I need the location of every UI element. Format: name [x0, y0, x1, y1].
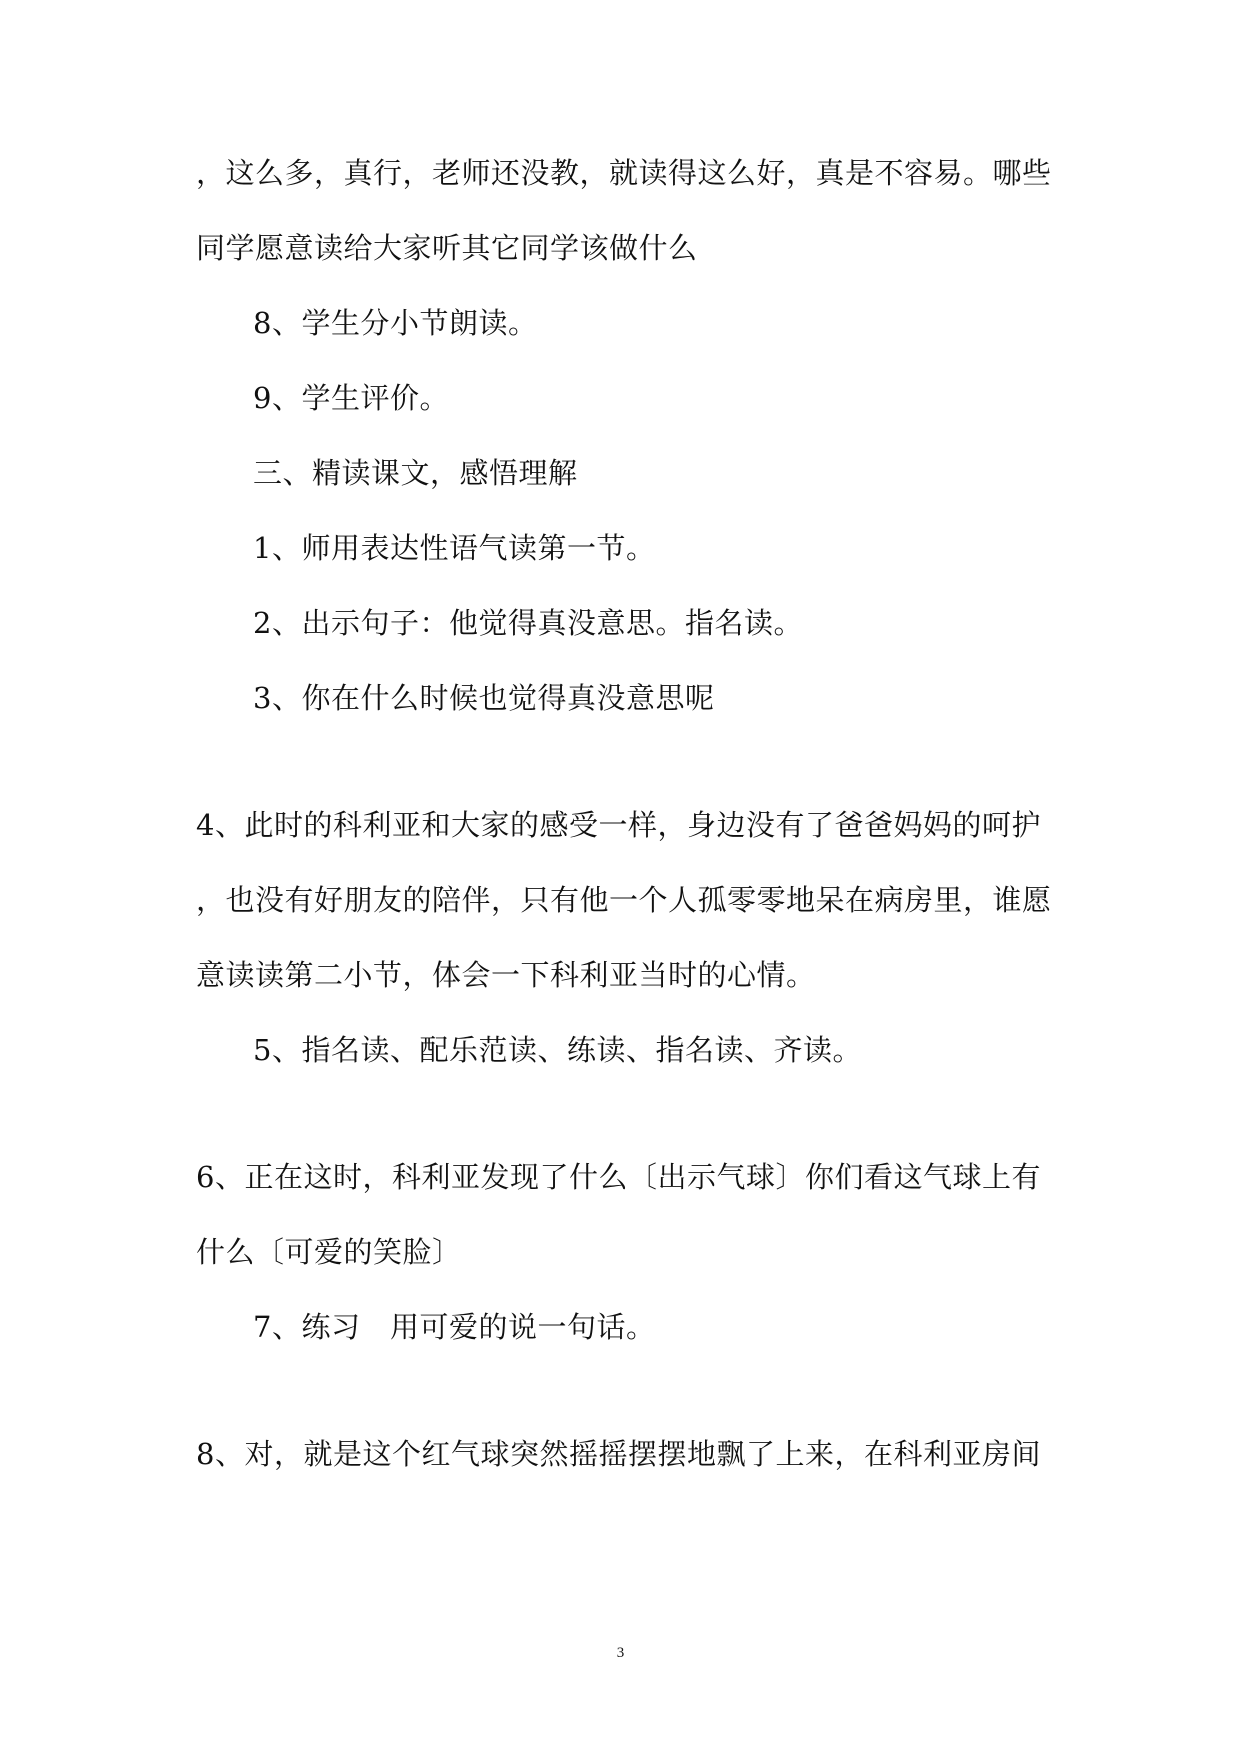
text-line: 意读读第二小节，体会一下科利亚当时的心情。 [196, 958, 816, 992]
text-line: ，也没有好朋友的陪伴，只有他一个人孤零零地呆在病房里，谁愿 [196, 883, 1052, 917]
text-line: ，这么多，真行，老师还没教，就读得这么好，真是不容易。哪些 [196, 156, 1052, 190]
section-heading: 三、精读课文，感悟理解 [253, 456, 578, 490]
page-number: 3 [616, 1645, 625, 1661]
list-item: 3、你在什么时候也觉得真没意思呢 [253, 681, 715, 715]
list-item: 5、指名读、配乐范读、练读、指名读、齐读。 [253, 1033, 862, 1067]
list-item: 9、学生评价。 [253, 381, 449, 415]
text-line: 同学愿意读给大家听其它同学该做什么 [196, 231, 698, 265]
list-item: 8、学生分小节朗读。 [253, 306, 538, 340]
list-item: 7、练习 用可爱的说一句话。 [253, 1310, 656, 1344]
list-item: 2、出示句子：他觉得真没意思。指名读。 [253, 606, 803, 640]
list-item: 1、师用表达性语气读第一节。 [253, 531, 656, 565]
list-item: 8、对，就是这个红气球突然摇摇摆摆地飘了上来，在科利亚房间 [196, 1437, 1041, 1471]
list-item: 4、此时的科利亚和大家的感受一样，身边没有了爸爸妈妈的呵护 [196, 808, 1041, 842]
list-item: 6、正在这时，科利亚发现了什么〔出示气球〕你们看这气球上有 [196, 1160, 1041, 1194]
text-line: 什么〔可爱的笑脸〕 [196, 1235, 462, 1269]
